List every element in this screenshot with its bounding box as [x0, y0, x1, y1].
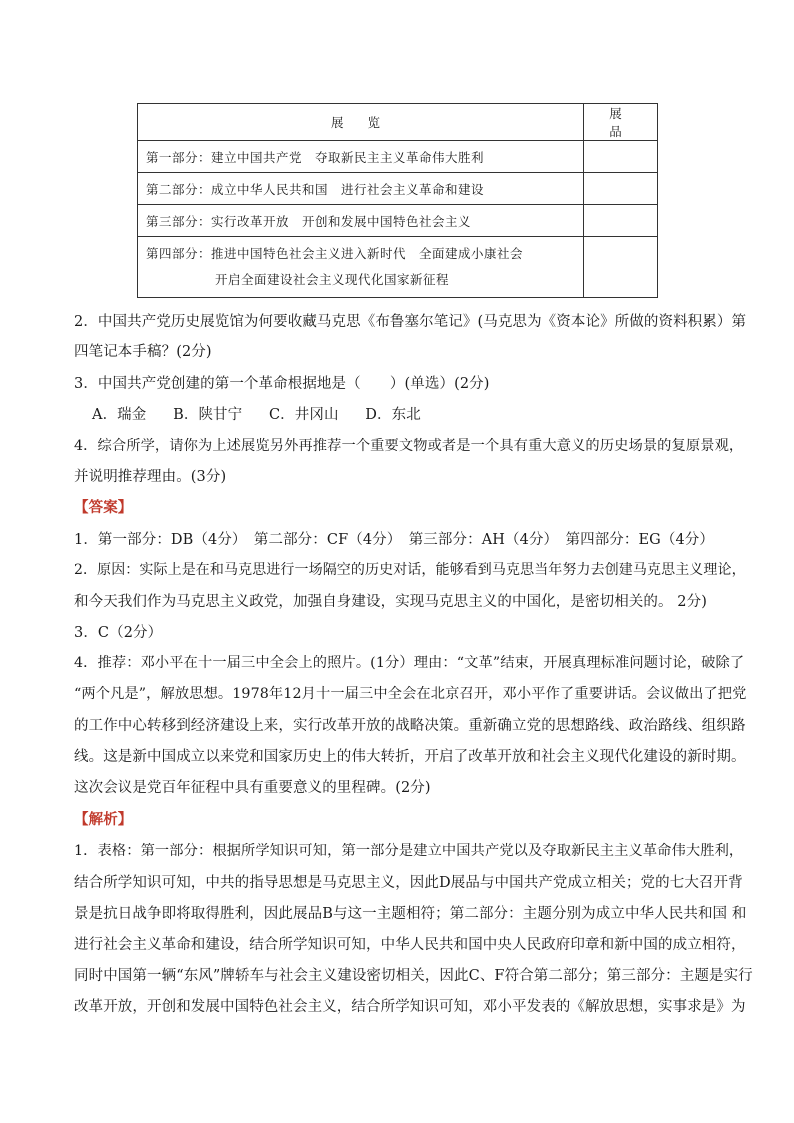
- part-4-cell: [138, 237, 584, 298]
- table-row: [138, 237, 658, 298]
- question-4-line-1: 4．综合所学，请你为上述展览另外再推荐一个重要文物或者是一个具有重大意义的历史场景的复原景观，: [74, 438, 744, 454]
- analysis-line-3: 景是抗日战争即将取得胜利，因此展品B与这一主题相符；第二部分：主题分别为成立中华人民共和国 和: [74, 906, 747, 922]
- option-a: A．瑞金: [92, 407, 147, 423]
- analysis-line-6: 改革开放，开创和发展中国特色社会主义，结合所学知识可知，邓小平发表的《解放思想，实事求是》为: [74, 999, 746, 1015]
- part-2-item-cell: [584, 173, 658, 205]
- table-header-row: [138, 104, 658, 141]
- analysis-line-2: 结合所学知识可知，中共的指导思想是马克思主义，因此D展品与中国共产党成立相关；党的七大召开背: [74, 875, 743, 891]
- question-2-line-1: 2．中国共产党历史展览馆为何要收藏马克思《布鲁塞尔笔记》(马克思为《资本论》所做的资料积累）第: [74, 314, 747, 330]
- part-3-item-cell: [584, 205, 658, 237]
- option-c: C．井冈山: [268, 407, 339, 423]
- header-exhibit-item: 展 品: [584, 104, 658, 141]
- part-2-cell: 第二部分：成立中华人民共和国 进行社会主义革命和建设: [138, 173, 584, 205]
- question-3-options: [92, 403, 443, 424]
- option-d: D．东北: [365, 407, 421, 423]
- answer-4-line-1: 4．推荐：邓小平在十一届三中全会上的照片。(1分）理由：“文革”结束，开展真理标准问题讨论，破除了: [74, 655, 745, 671]
- answer-4-line-4: 线。这是新中国成立以来党和国家历史上的伟大转折，开启了改革开放和社会主义现代化建设的新时期。: [74, 749, 746, 765]
- answer-4-line-2: “两个凡是”，解放思想。1978年12月十一届三中全会在北京召开，邓小平作了重要讲话。会议做出了把党: [74, 686, 747, 702]
- option-b: B．陕甘宁: [173, 407, 243, 423]
- answer-2-line-2: 和今天我们作为马克思主义政党，加强自身建设，实现马克思主义的中国化，是密切相关的。 2分): [74, 594, 707, 610]
- part-3-cell: 第三部分：实行改革开放 开创和发展中国特色社会主义: [138, 205, 584, 237]
- part-4-item-cell: [584, 237, 658, 298]
- part-1-cell: 第一部分：建立中国共产党 夺取新民主主义革命伟大胜利: [138, 141, 584, 173]
- answer-4-line-5: 这次会议是党百年征程中具有重要意义的里程碑。(2分): [74, 780, 431, 796]
- part-1-item-cell: [584, 141, 658, 173]
- table-row: [138, 173, 658, 205]
- part-4-line-2: 开启全面建设社会主义现代化国家新征程: [215, 272, 450, 287]
- part-4-line-1: 第四部分：推进中国特色社会主义进入新时代 全面建成小康社会: [146, 246, 524, 261]
- question-4-line-2: 并说明推荐理由。(3分): [74, 469, 227, 485]
- table-row: [138, 205, 658, 237]
- analysis-line-1: 1．表格：第一部分：根据所学知识可知，第一部分是建立中国共产党以及夺取新民主主义革命伟大胜利，: [74, 843, 744, 859]
- table-row: [138, 141, 658, 173]
- answer-4-line-3: 的工作中心转移到经济建设上来，实行改革开放的战略决策。重新确立党的思想路线、政治路线、组织路: [74, 718, 746, 734]
- question-2-line-2: 四笔记本手稿？(2分): [74, 344, 212, 360]
- answer-heading: 【答案】: [74, 499, 133, 516]
- header-exhibition: 展 览: [138, 104, 584, 141]
- analysis-line-5: 同时中国第一辆“东风”牌轿车与社会主义建设密切相关，因此C、F符合第二部分；第三部分：主题是实行: [74, 968, 753, 984]
- exhibition-table: [137, 103, 658, 298]
- question-3: 3．中国共产党创建的第一个革命根据地是（ ）(单选）(2分): [74, 376, 490, 392]
- analysis-line-4: 进行社会主义革命和建设，结合所学知识可知，中华人民共和国中央人民政府印章和新中国的成立相符，: [74, 937, 746, 953]
- answer-2-line-1: 2．原因：实际上是在和马克思进行一场隔空的历史对话，能够看到马克思当年努力去创建马克思主义理论，: [74, 562, 746, 578]
- answer-1: 1．第一部分：DB（4分） 第二部分：CF（4分） 第三部分：AH（4分） 第四部分：EG（4分）: [74, 532, 714, 548]
- analysis-heading: 【解析】: [74, 811, 133, 828]
- answer-3: 3．C（2分）: [74, 625, 163, 641]
